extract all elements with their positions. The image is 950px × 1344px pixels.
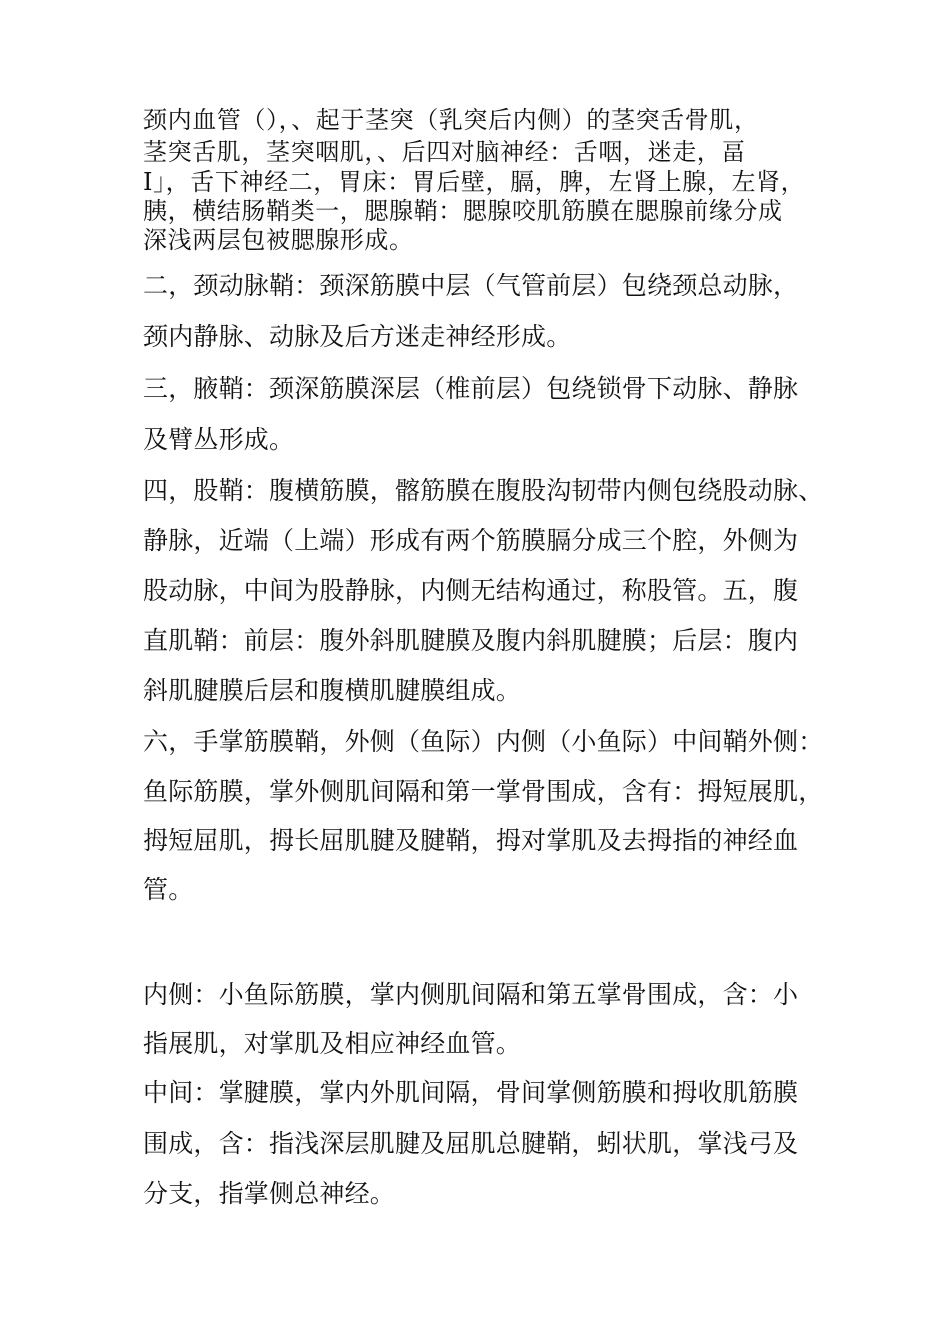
text-line: 内侧：小鱼际筋膜，掌内侧肌间隔和第五掌骨围成，含：小 [143,980,799,1009]
text-line: 静脉，近端（上端）形成有两个筋膜膈分成三个腔，外侧为 [143,526,799,555]
text-line: 中间：掌腱膜，掌内外肌间隔，骨间掌侧筋膜和拇收肌筋膜 [143,1078,799,1107]
text-line: 直肌鞘：前层：腹外斜肌腱膜及腹内斜肌腱膜；后层：腹内 [143,626,799,655]
text-line: 管。 [143,875,194,904]
text-line: 斜肌腱膜后层和腹横肌腱膜组成。 [143,676,522,705]
text-line: 股动脉，中间为股静脉，内侧无结构通过，称股管。五，腹 [143,576,799,605]
text-line: 深浅两层包被腮腺形成。 [143,226,414,254]
text-line: 围成，含：指浅深层肌腱及屈肌总腱鞘，蚓状肌，掌浅弓及 [143,1129,799,1158]
text-line: I」，舌下神经二，胃床：胃后壁，膈，脾，左肾上腺，左肾， [143,168,806,196]
text-line: 鱼际筋膜，掌外侧肌间隔和第一掌骨围成，含有：拇短展肌， [143,777,824,806]
text-line: 颈内血管（），、起于茎突（乳突后内侧）的茎突舌骨肌， [143,106,759,134]
text-line: 颈内静脉、动脉及后方迷走神经形成。 [143,322,572,351]
text-line: 四，股鞘：腹横筋膜，髂筋膜在腹股沟韧带内侧包绕股动脉、 [143,476,824,505]
text-line: 分支，指掌侧总神经。 [143,1179,396,1208]
text-line: 胰，横结肠鞘类一，腮腺鞘：腮腺咬肌筋膜在腮腺前缘分成 [143,197,783,225]
text-line: 二，颈动脉鞘：颈深筋膜中层（气管前层）包绕颈总动脉， [143,271,799,300]
text-line: 及臂丛形成。 [143,425,295,454]
text-line: 指展肌，对掌肌及相应神经血管。 [143,1029,522,1058]
text-line: 六，手掌筋膜鞘，外侧（鱼际）内侧（小鱼际）中间鞘外侧： [143,727,824,756]
text-line: 拇短屈肌，拇长屈肌腱及腱鞘，拇对掌肌及去拇指的神经血 [143,826,799,855]
text-line: 三，腋鞘：颈深筋膜深层（椎前层）包绕锁骨下动脉、静脉 [143,374,799,403]
text-line: 茎突舌肌，茎突咽肌，、后四对脑神经：舌咽，迷走，畐 [143,138,746,166]
